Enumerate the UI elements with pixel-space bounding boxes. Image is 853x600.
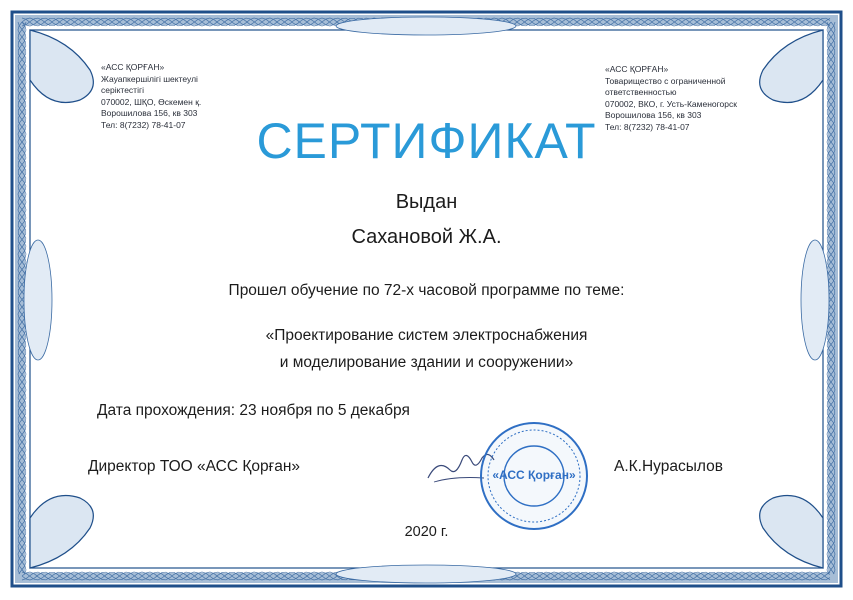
certificate-title: СЕРТИФИКАТ [256,113,597,169]
issuer-line: серіктестігі [101,85,144,96]
director-name: А.К.Нурасылов [614,458,723,475]
certificate-year: 2020 г. [404,524,449,540]
issuer-line: 070002, ШҚО, Өскемен қ. [101,96,202,107]
course-title-line-1: «Проектирование систем электроснабжения [265,327,588,344]
issuer-line: 070002, ВКО, г. Усть-Каменогорск [605,98,737,109]
recipient-name: Сахановой Ж.А. [351,226,502,248]
issuer-line: Ворошилова 156, кв 303 [101,108,198,119]
issuer-line: Жауапкершілігі шектеулі [101,73,198,84]
course-intro-text: Прошел обучение по 72-х часовой программе по теме: [228,282,625,299]
issuer-line: ответственностью [605,87,677,98]
issuer-line: Тел: 8(7232) 78-41-07 [605,121,690,132]
issued-to-label: Выдан [395,191,458,213]
director-title: Директор ТОО «АСС Қорған» [88,458,301,475]
issuer-name: «АСС ҚОРҒАН» [101,62,165,72]
issuer-line: Ворошилова 156, кв 303 [605,110,702,121]
issuer-line: Товарищество с ограниченной [605,75,726,86]
course-title-line-2: и моделирование здании и сооружении» [279,354,574,371]
issuer-line: Тел: 8(7232) 78-41-07 [101,119,186,130]
issuer-name: «АСС ҚОРҒАН» [605,64,669,74]
seal-center-text: «АСС Қорған» [492,468,576,482]
completion-date: Дата прохождения: 23 ноября по 5 декабря [97,402,410,419]
